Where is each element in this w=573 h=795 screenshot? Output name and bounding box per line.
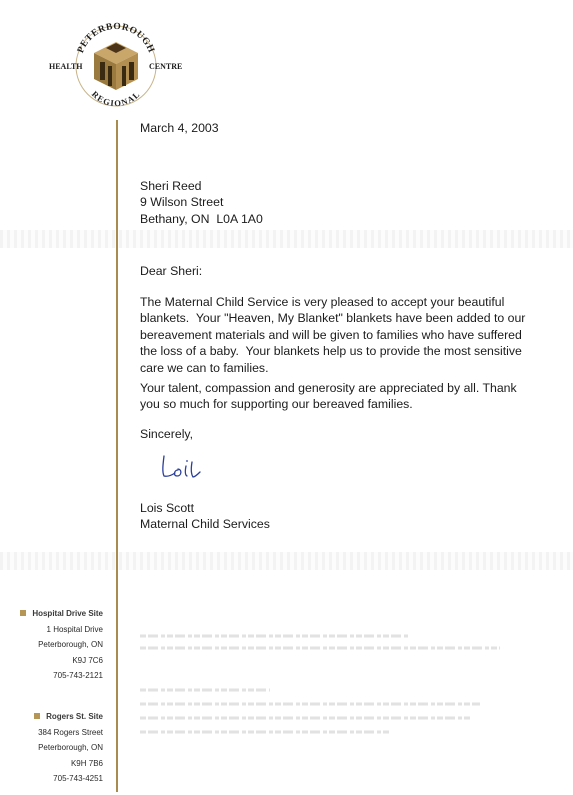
site-line: 705-743-2121: [53, 671, 103, 681]
letter-date: March 4, 2003: [140, 121, 219, 135]
site-line: K9H 7B6: [70, 758, 103, 768]
logo-arc-bottom: REGIONAL: [89, 88, 143, 109]
paragraph-line: bereavement materials and will be given to families who have suffered: [140, 327, 522, 342]
scan-artifact-band: [0, 552, 573, 570]
site-line: 384 Rogers Street: [38, 727, 103, 737]
svg-text:REGIONAL: [90, 89, 142, 108]
site-name: Hospital Drive Site: [32, 609, 103, 618]
site-line: 705-743-4251: [53, 774, 103, 784]
recipient-name: Sheri Reed: [140, 179, 202, 193]
letterhead-rule: [116, 120, 118, 792]
logo-left-word: HEALTH: [49, 62, 83, 71]
site-address-block: [20, 606, 103, 684]
hospital-logo: [46, 18, 186, 110]
recipient-address: [140, 178, 263, 227]
recipient-street: 9 Wilson Street: [140, 195, 224, 210]
paragraph-line: the loss of a baby. Your blankets help us to provide the most sensitive: [140, 344, 522, 359]
gold-square-bullet: [20, 610, 26, 616]
scan-artifact-band: [0, 230, 573, 248]
handwritten-signature: [158, 450, 218, 482]
signature-block: [140, 500, 270, 533]
signer-title: Maternal Child Services: [140, 517, 270, 532]
site-line: Peterborough, ON: [38, 743, 103, 753]
recipient-city: Bethany, ON L0A 1A0: [140, 211, 263, 226]
salutation: Dear Sheri:: [140, 264, 203, 278]
site-address-block: [34, 709, 103, 787]
signer-name: Lois Scott: [140, 501, 194, 515]
cube-emblem: [94, 42, 138, 90]
gold-square-bullet: [34, 713, 40, 719]
site-line: Peterborough, ON: [38, 640, 103, 650]
paragraph-line: you so much for supporting our bereaved families.: [140, 397, 413, 412]
site-name: Rogers St. Site: [46, 712, 103, 721]
closing: Sincerely,: [140, 427, 194, 441]
logo-arc-top: PETERBOROUGH: [76, 21, 157, 55]
paragraph-line: care we can to families.: [140, 360, 269, 375]
logo-right-word: CENTRE: [149, 62, 183, 71]
body-paragraph: [140, 294, 560, 376]
site-line: K9J 7C6: [72, 655, 103, 665]
paragraph-line: The Maternal Child Service is very pleased to accept your beautiful: [140, 295, 505, 309]
paragraph-line: blankets. Your "Heaven, My Blanket" blankets have been added to our: [140, 311, 526, 326]
paragraph-line: Your talent, compassion and generosity are appreciated by all. Thank: [140, 381, 517, 395]
site-line: 1 Hospital Drive: [46, 624, 103, 634]
body-paragraph: [140, 380, 560, 413]
show-through-texture: [140, 630, 540, 750]
